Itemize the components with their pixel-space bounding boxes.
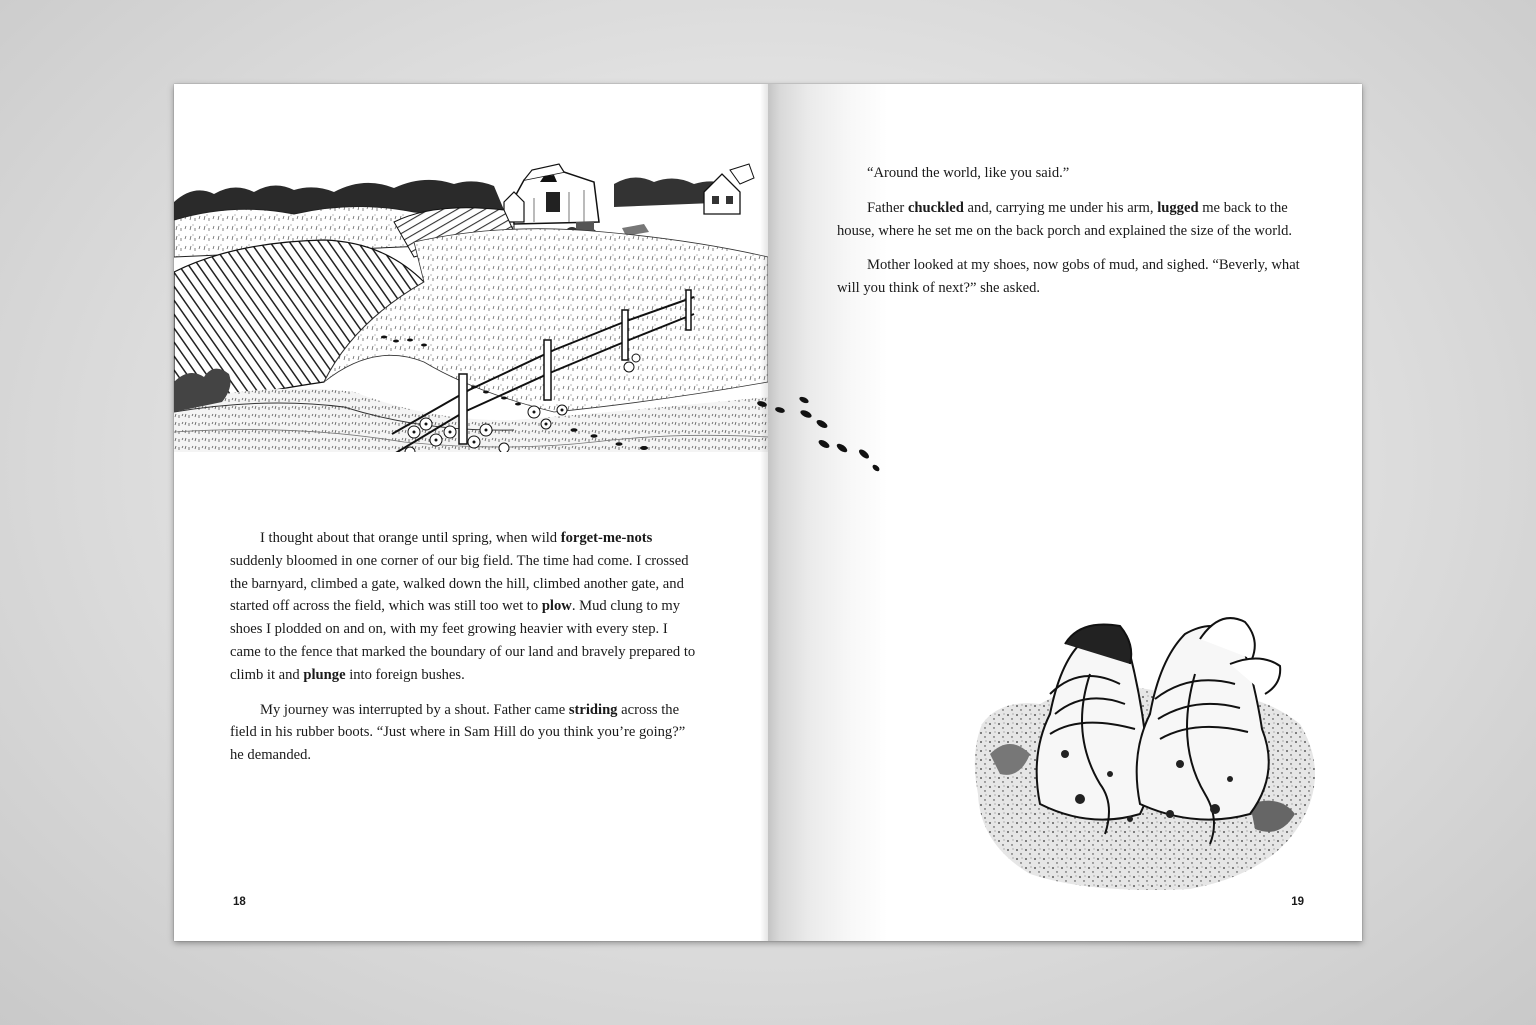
farm-illustration <box>174 162 768 452</box>
vocabulary-word: striding <box>568 701 618 718</box>
text-run: . Mud clung to my shoes I plodded on and on, with my feet growing heavier with every step. I came to the fence that marked the boundary of our land and bravely prepared to climb it and <box>230 598 696 683</box>
vocabulary-word: chuckled <box>907 199 964 216</box>
vocabulary-word: forget-me-nots <box>560 530 653 546</box>
text-run: across the field in his rubber boots. “Just where in Sam Hill do you think you’re going?” he demanded. <box>230 701 686 764</box>
page-number-left: 18 <box>233 896 246 908</box>
right-paragraph-2 <box>837 197 1307 243</box>
page-number-right: 19 <box>1291 896 1304 908</box>
text-run: me back to the house, where he set me on the back porch and explained the size of the world. <box>837 199 1293 239</box>
right-paragraph-1 <box>837 162 1307 185</box>
open-book <box>174 84 1362 941</box>
left-paragraph-2 <box>230 699 696 767</box>
text-run: My journey was interrupted by a shout. Father came <box>260 701 569 718</box>
house-drawing <box>704 164 754 214</box>
left-page <box>174 84 768 941</box>
muddy-shoes-illustration <box>970 604 1320 894</box>
right-paragraph-3 <box>837 254 1307 300</box>
text-run: and, carrying me under his arm, <box>963 199 1158 216</box>
text-run: “Around the world, like you said.” <box>867 165 1070 181</box>
text-run: suddenly bloomed in one corner of our big field. The time had come. I crossed the barnyard, climbed a gate, walked down the hill, climbed another gate, and started off across the field, which was still too wet to <box>230 552 689 615</box>
vocabulary-word: plunge <box>303 666 346 683</box>
vocabulary-word: plow <box>541 598 572 615</box>
right-page-text <box>837 162 1307 312</box>
left-paragraph-1 <box>230 527 696 687</box>
left-page-text <box>230 527 696 779</box>
vocabulary-word: lugged <box>1157 199 1199 216</box>
text-run: Mother looked at my shoes, now gobs of mud, and sighed. “Beverly, what will you think of next?” she asked. <box>837 257 1300 297</box>
gutter-footprints <box>754 384 884 474</box>
text-run: I thought about that orange until spring, when wild <box>260 530 561 546</box>
text-run: into foreign bushes. <box>345 666 465 683</box>
right-page <box>768 84 1362 941</box>
text-run: Father <box>867 199 908 216</box>
